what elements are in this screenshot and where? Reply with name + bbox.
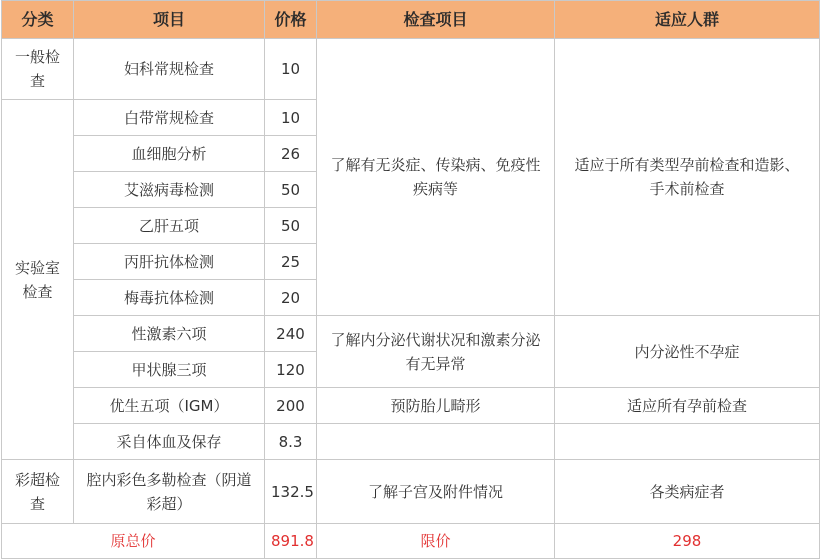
price-cell: 120 xyxy=(265,352,317,388)
item-cell: 白带常规检查 xyxy=(74,100,265,136)
population-general: 适应于所有类型孕前检查和造影、 手术前检查 xyxy=(555,39,820,316)
item-cell: 妇科常规检查 xyxy=(74,39,265,100)
population-endocrine: 内分泌性不孕症 xyxy=(555,316,820,388)
limited-price-label: 限价 xyxy=(317,524,555,559)
header-check-item: 检查项目 xyxy=(317,1,555,39)
price-cell: 200 xyxy=(265,388,317,424)
item-cell: 丙肝抗体检测 xyxy=(74,244,265,280)
population-all-patients: 各类病症者 xyxy=(555,460,820,524)
original-total-value: 891.8 xyxy=(265,524,317,559)
header-category: 分类 xyxy=(2,1,74,39)
price-cell: 25 xyxy=(265,244,317,280)
price-cell: 50 xyxy=(265,172,317,208)
check-item-empty xyxy=(317,424,555,460)
price-cell: 50 xyxy=(265,208,317,244)
category-ultrasound: 彩超检 查 xyxy=(2,460,74,524)
header-price: 价格 xyxy=(265,1,317,39)
price-table xyxy=(1,0,820,559)
item-cell: 乙肝五项 xyxy=(74,208,265,244)
table-row xyxy=(2,460,820,524)
table-row xyxy=(2,388,820,424)
original-total-label: 原总价 xyxy=(2,524,265,559)
price-cell: 132.5 xyxy=(265,460,317,524)
price-cell: 10 xyxy=(265,39,317,100)
check-item-endocrine: 了解内分泌代谢状况和激素分泌 有无异常 xyxy=(317,316,555,388)
price-cell: 10 xyxy=(265,100,317,136)
population-empty xyxy=(555,424,820,460)
header-item: 项目 xyxy=(74,1,265,39)
header-population: 适应人群 xyxy=(555,1,820,39)
check-item-fetal: 预防胎儿畸形 xyxy=(317,388,555,424)
item-cell: 性激素六项 xyxy=(74,316,265,352)
table-row xyxy=(2,424,820,460)
total-row xyxy=(2,524,820,559)
item-cell: 腔内彩色多勒检查（阴道 彩超） xyxy=(74,460,265,524)
item-cell: 优生五项（IGM） xyxy=(74,388,265,424)
price-cell: 20 xyxy=(265,280,317,316)
table-row xyxy=(2,316,820,352)
header-row xyxy=(2,1,820,39)
item-cell: 甲状腺三项 xyxy=(74,352,265,388)
item-cell: 梅毒抗体检测 xyxy=(74,280,265,316)
price-cell: 240 xyxy=(265,316,317,352)
price-cell: 8.3 xyxy=(265,424,317,460)
table-row xyxy=(2,39,820,100)
check-item-uterus: 了解子宫及附件情况 xyxy=(317,460,555,524)
item-cell: 艾滋病毒检测 xyxy=(74,172,265,208)
population-pregnancy: 适应所有孕前检查 xyxy=(555,388,820,424)
limited-price-value: 298 xyxy=(555,524,820,559)
category-general: 一般检 查 xyxy=(2,39,74,100)
price-cell: 26 xyxy=(265,136,317,172)
item-cell: 血细胞分析 xyxy=(74,136,265,172)
category-lab: 实验室 检查 xyxy=(2,100,74,460)
item-cell: 采自体血及保存 xyxy=(74,424,265,460)
check-item-infection: 了解有无炎症、传染病、免疫性 疾病等 xyxy=(317,39,555,316)
